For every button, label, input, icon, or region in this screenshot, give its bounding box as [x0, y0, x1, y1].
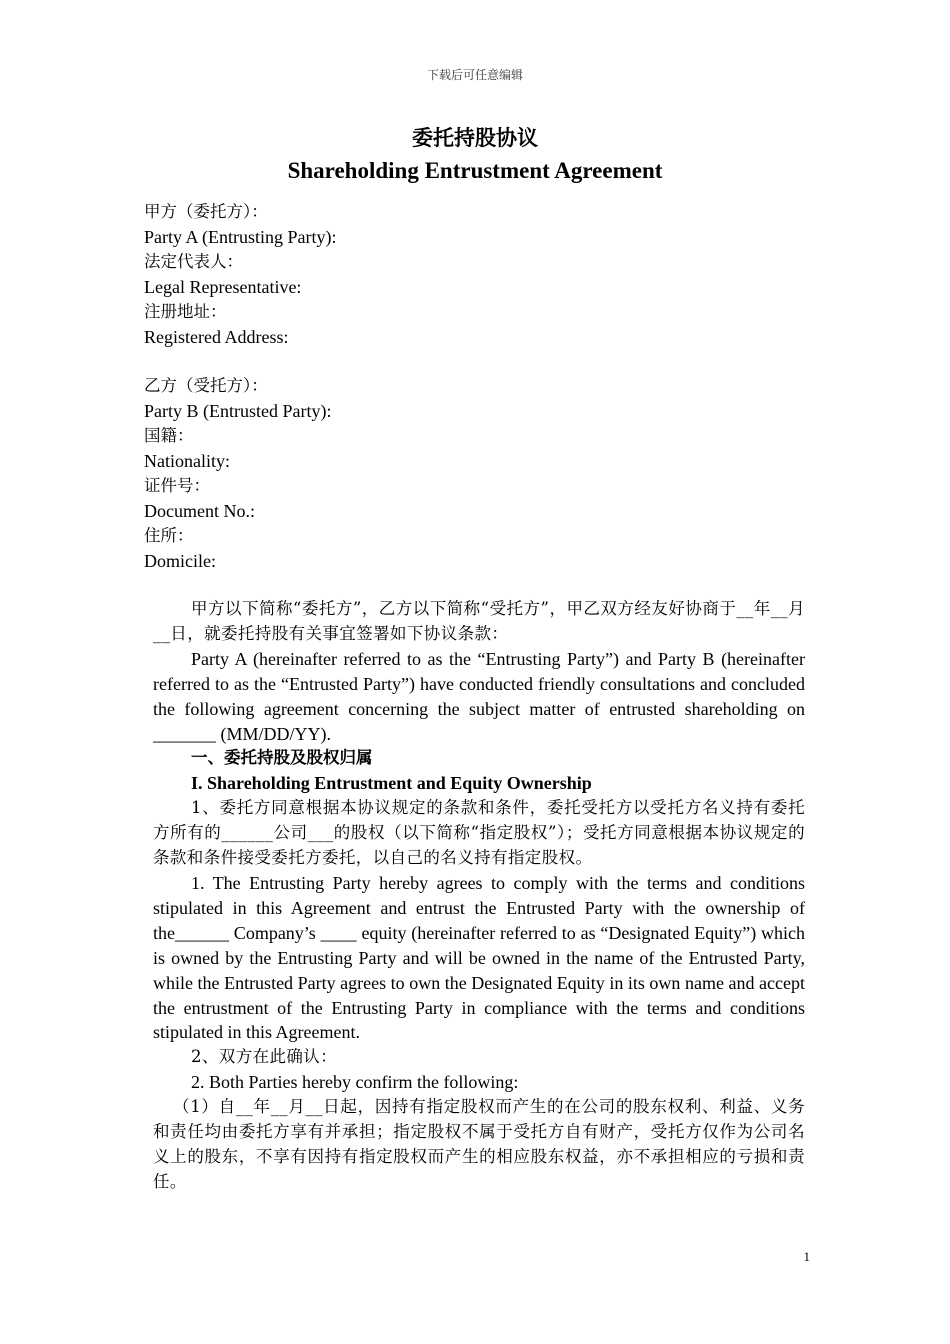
preamble-en: Party A (hereinafter referred to as the “Entrusting Party”) and Party B (hereinafter referred to as the “Entrusted Party”) have conducted friendly consultations and concluded the following agreement concerning the subject matter of entrusted shareholding on _______ (MM/DD/YY).: [153, 648, 805, 744]
clause-2-cn: 2、双方在此确认：: [191, 1047, 338, 1067]
document-no-label-en: Document No.:: [144, 500, 255, 521]
nationality-label-en: Nationality:: [144, 451, 230, 472]
document-no-label-cn: 证件号：: [144, 475, 210, 495]
clause-1-cn: 1、委托方同意根据本协议规定的条款和条件，委托受托方以受托方名义持有委托方所有的______公司___的股权（以下简称“指定股权”）；受托方同意根据本协议规定的条款和条件接受委托方委托，以自己的名义持有指定股权。: [153, 798, 805, 868]
party-a-label-cn: 甲方（委托方）：: [144, 202, 268, 221]
clause-1-en: 1. The Entrusting Party hereby agrees to comply with the terms and conditions stipulated in this Agreement and entrust the Entrusted Party with the ownership of the______ Company’s ____ equity (hereinafter referred to as “Designated Equity”) which is owned by the Entrusting Party and will be owned in the name of the Entrusted Party, while the Entrusted Party agrees to own the Designated Equity in its own name and accept the entrustment of the Entrusting Party in compliance with the terms and conditions stipulated in this Agreement.: [153, 872, 805, 1043]
document-title-en: Shareholding Entrustment Agreement: [287, 158, 663, 183]
clause-2-en: 2. Both Parties hereby confirm the following:: [191, 1072, 519, 1093]
party-a-label-en: Party A (Entrusting Party):: [144, 226, 337, 247]
nationality-label-cn: 国籍：: [144, 426, 194, 446]
clause-2-item-1-cn: （1）自__年__月__日起，因持有指定股权而产生的在公司的股东权利、利益、义务和责任均由委托方享有并承担；指定股权不属于受托方自有财产，受托方仅作为公司名义上的股东，不享有因持有指定股权而产生的相应股东权益，亦不承担相应的亏损和责任。: [153, 1097, 805, 1191]
party-b-label-en: Party B (Entrusted Party):: [144, 401, 332, 422]
domicile-label-en: Domicile:: [144, 550, 216, 571]
header-note: 下载后可任意编辑: [426, 68, 523, 82]
section-1-heading-en: I. Shareholding Entrustment and Equity Ownership: [191, 773, 592, 794]
legal-rep-label-cn: 法定代表人：: [144, 251, 243, 271]
registered-address-label-en: Registered Address:: [144, 326, 289, 347]
parties-block: [144, 200, 824, 574]
section-1-heading-cn: 一、委托持股及股权归属: [191, 748, 373, 768]
document-title-cn: 委托持股协议: [412, 126, 538, 150]
preamble-cn: 甲方以下简称“委托方”，乙方以下简称“受托方”，甲乙双方经友好协商于__年__月__日，就委托持股有关事宜签署如下协议条款：: [153, 599, 805, 643]
agreement-body: [153, 597, 805, 1195]
party-b-label-cn: 乙方（受托方）：: [144, 376, 268, 396]
domicile-label-cn: 住所：: [144, 525, 194, 545]
page-number: 1: [803, 1249, 810, 1264]
spacer: [144, 349, 824, 374]
registered-address-label-cn: 注册地址：: [144, 301, 227, 321]
legal-rep-label-en: Legal Representative:: [144, 276, 302, 297]
